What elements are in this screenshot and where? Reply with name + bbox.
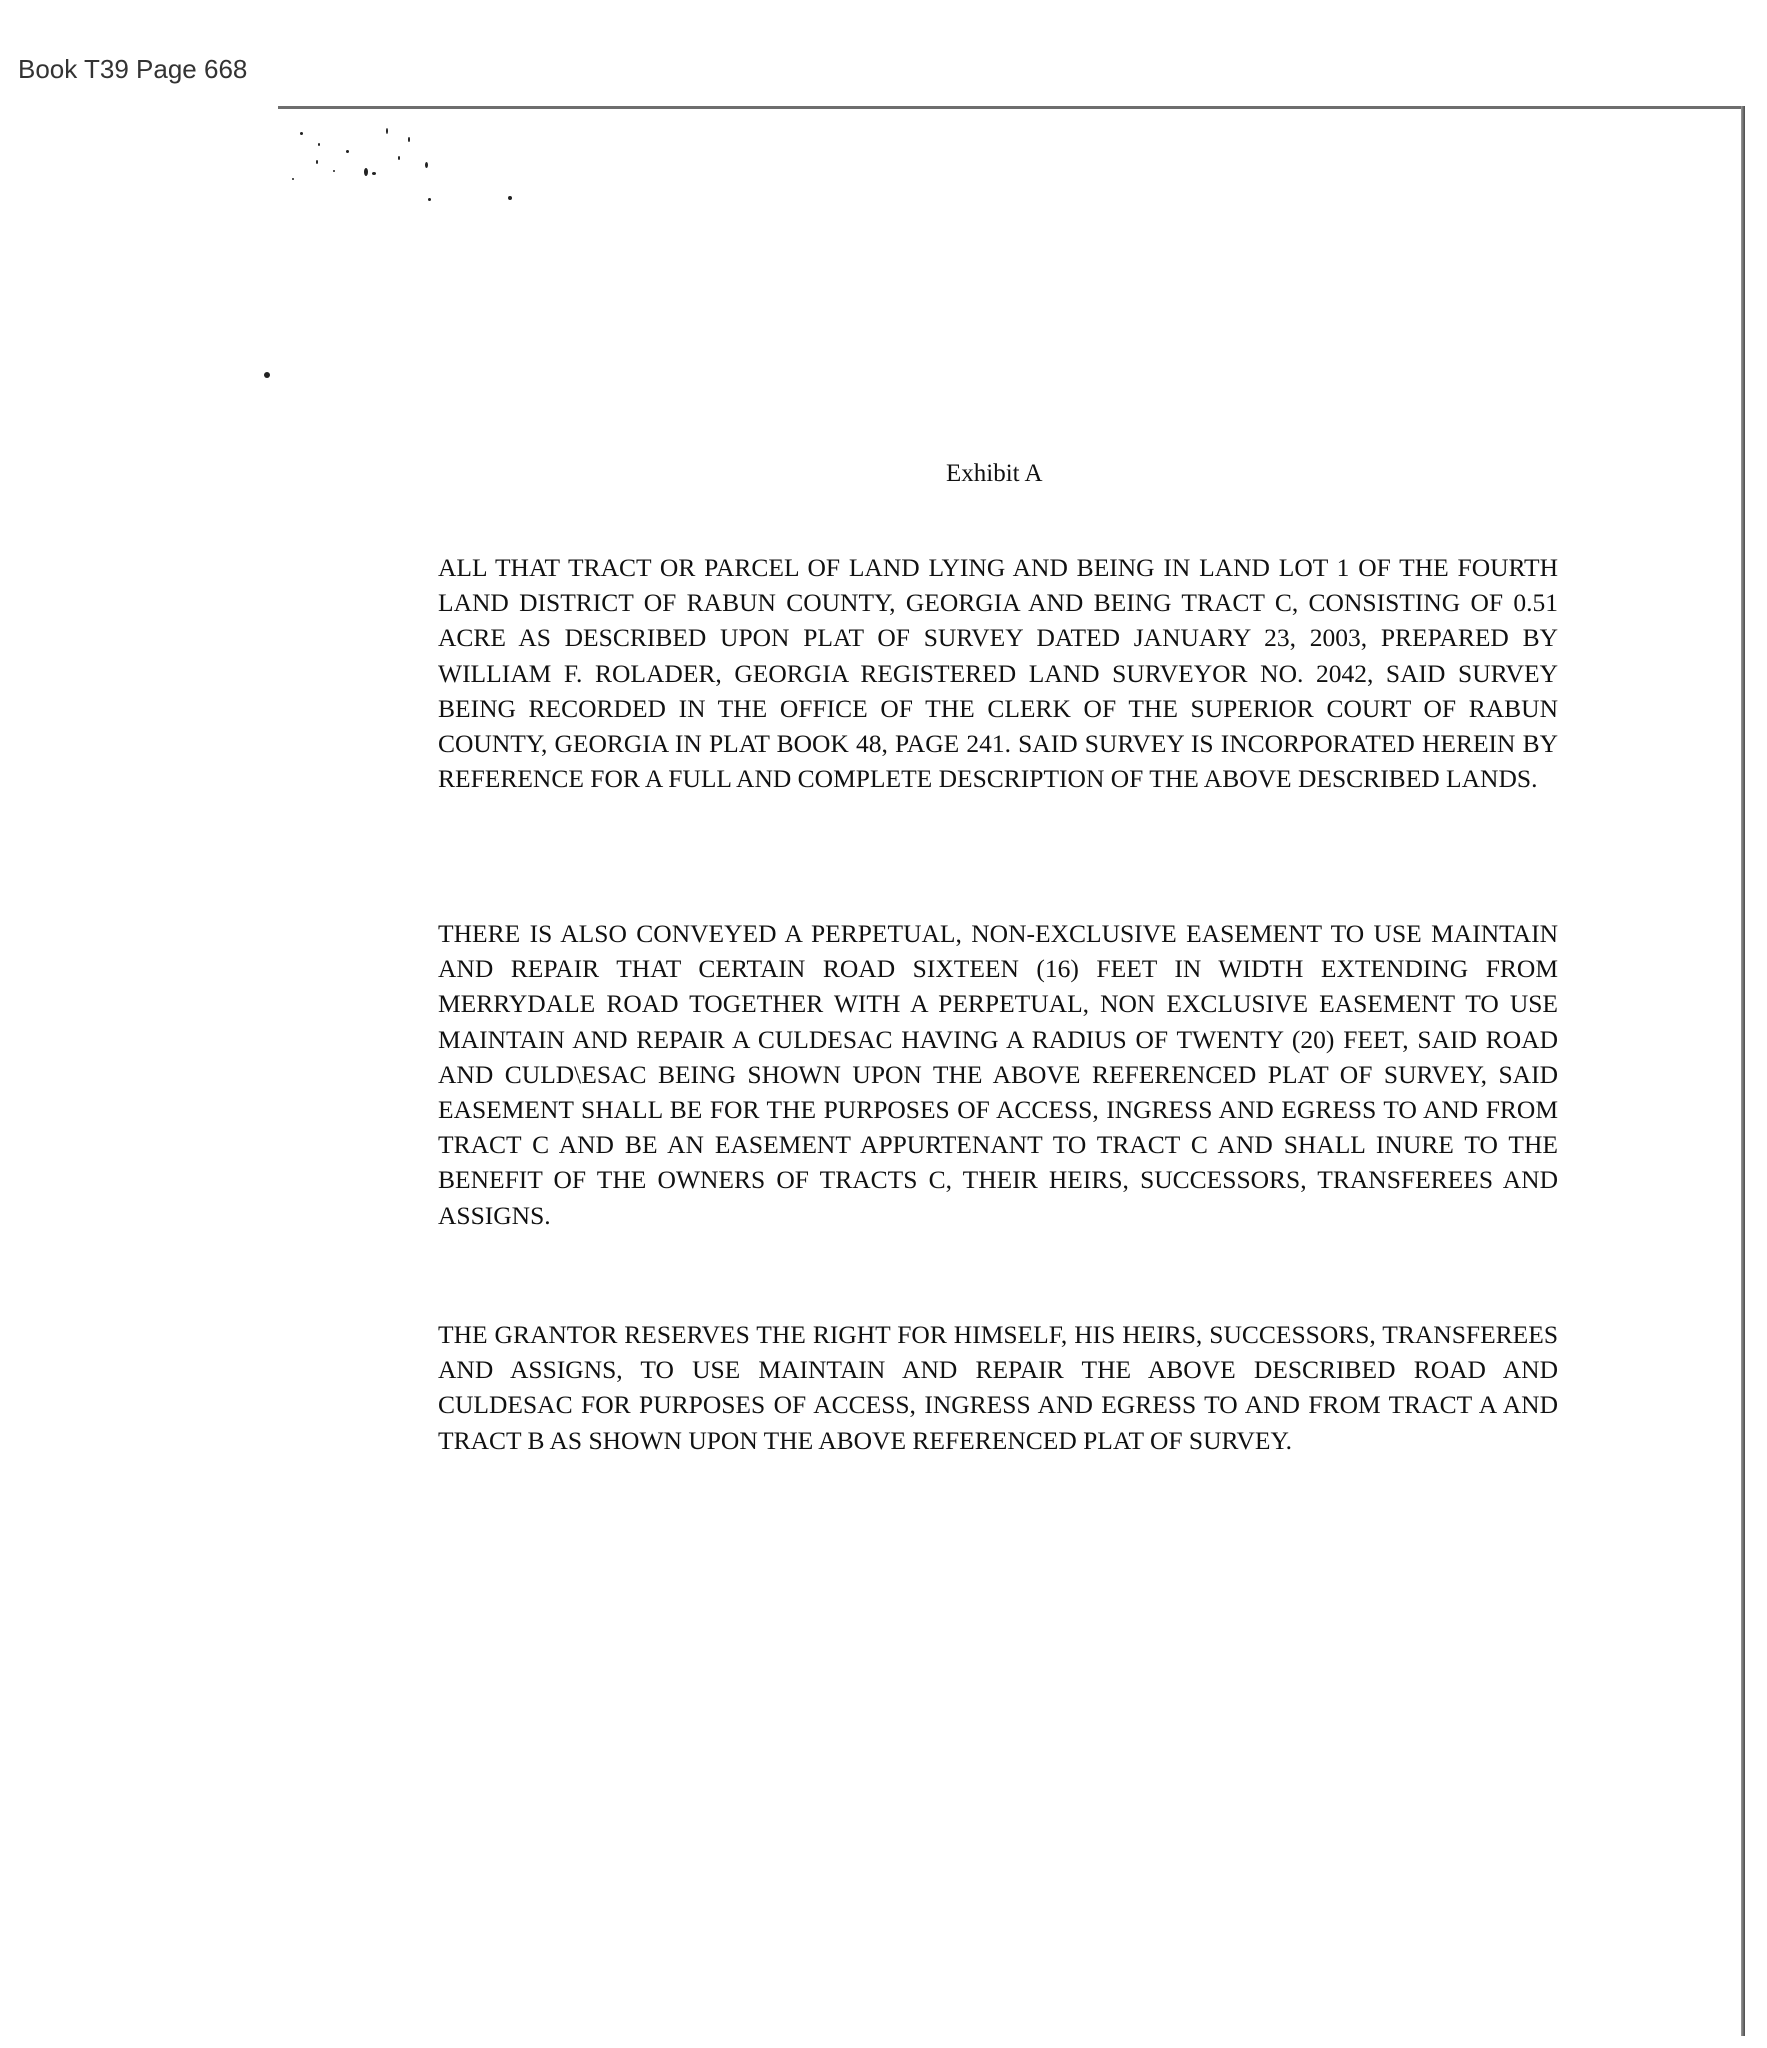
legal-description-paragraph: ALL THAT TRACT OR PARCEL OF LAND LYING AND BEING IN LAND LOT 1 OF THE FOURTH LAND DISTRICT OF RABUN COUNTY, GEORGIA AND BEING TRACT C, CONSISTING OF 0.51 ACRE AS DESCRIBED UPON PLAT OF SURVEY DATED JANUARY 23, 2003, PREPARED BY WILLIAM F. ROLADER, GEORGIA REGISTERED LAND SURVEYOR NO. 2042, SAID SURVEY BEING RECORDED IN THE OFFICE OF THE CLERK OF THE SUPERIOR COURT OF RABUN COUNTY, GEORGIA IN PLAT BOOK 48, PAGE 241. SAID SURVEY IS INCORPORATED HEREIN BY REFERENCE FOR A FULL AND COMPLETE DESCRIPTION OF THE ABOVE DESCRIBED LANDS. (438, 553, 1558, 794)
exhibit-title: Exhibit A (946, 460, 1043, 487)
easement-paragraph: THERE IS ALSO CONVEYED A PERPETUAL, NON-EXCLUSIVE EASEMENT TO USE MAINTAIN AND REPAIR THAT CERTAIN ROAD SIXTEEN (16) FEET IN WIDTH EXTENDING FROM MERRYDALE ROAD TOGETHER WITH A PERPETUAL, NON EXCLUSIVE EASEMENT TO USE MAINTAIN AND REPAIR A CULDESAC HAVING A RADIUS OF TWENTY (20) FEET, SAID ROAD AND CULD\ESAC BEING SHOWN UPON THE ABOVE REFERENCED PLAT OF SURVEY, SAID EASEMENT SHALL BE FOR THE PURPOSES OF ACCESS, INGRESS AND EGRESS TO AND FROM TRACT C AND BE AN EASEMENT APPURTENANT TO TRACT C AND SHALL INURE TO THE BENEFIT OF THE OWNERS OF TRACTS C, THEIR HEIRS, SUCCESSORS, TRANSFEREES AND ASSIGNS. (438, 919, 1558, 1230)
scan-top-border (278, 106, 1745, 109)
book-page-label: Book T39 Page 668 (18, 54, 248, 84)
grantor-reservation-paragraph: THE GRANTOR RESERVES THE RIGHT FOR HIMSELF, HIS HEIRS, SUCCESSORS, TRANSFEREES AND ASSIGNS, TO USE MAINTAIN AND REPAIR THE ABOVE DESCRIBED ROAD AND CULDESAC FOR PURPOSES OF ACCESS, INGRESS AND EGRESS TO AND FROM TRACT A AND TRACT B AS SHOWN UPON THE ABOVE REFERENCED PLAT OF SURVEY. (438, 1320, 1558, 1455)
scan-right-border (1741, 106, 1745, 2036)
